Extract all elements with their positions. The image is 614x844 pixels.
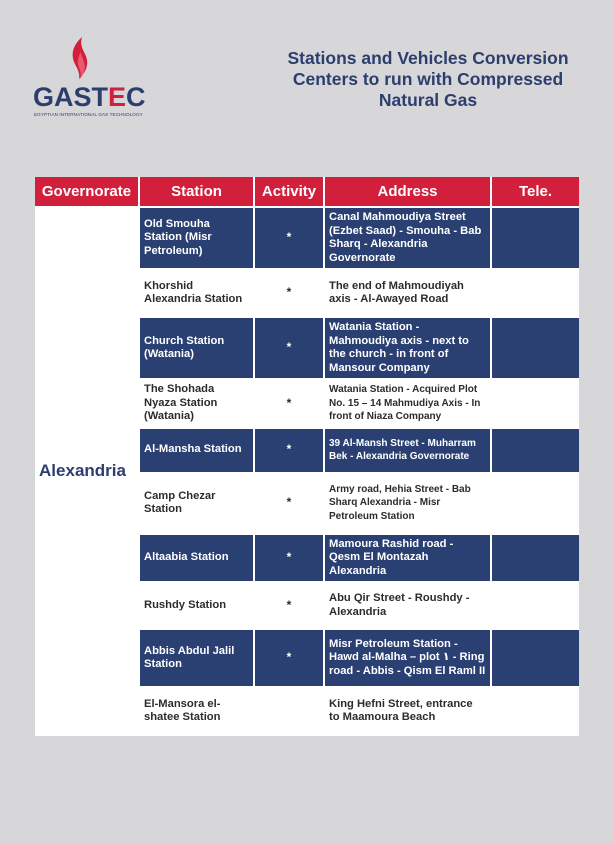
page-title: Stations and Vehicles Conversion Centers to run with Compressed Natural Gas	[287, 48, 569, 110]
station-cell: Rushdy Station	[139, 582, 254, 629]
address-cell: Army road, Hehia Street - Bab Sharq Alexandria - Misr Petroleum Station	[324, 473, 491, 534]
activity-cell: *	[254, 428, 324, 473]
tele-cell	[491, 428, 579, 473]
stations-table	[35, 177, 579, 736]
address-cell: 39 Al-Mansh Street - Muharram Bek - Alexandria Governorate	[324, 428, 491, 473]
address-cell: The end of Mahmoudiyah axis - Al-Awayed Road	[324, 269, 491, 317]
address-cell: King Hefni Street, entrance to Maamoura Beach	[324, 687, 491, 735]
logo-wordmark: GASTEC	[33, 82, 146, 112]
tele-cell	[491, 534, 579, 583]
station-cell: Abbis Abdul Jalil Station	[139, 629, 254, 687]
logo-tagline: EGYPTIAN INTERNATIONAL GAS TECHNOLOGY	[34, 112, 143, 117]
address-cell: Mamoura Rashid road - Qesm El Montazah Alexandria	[324, 534, 491, 583]
tele-cell	[491, 629, 579, 687]
activity-cell: *	[254, 473, 324, 534]
stations-table-container	[35, 177, 579, 736]
address-cell: Abu Qir Street - Roushdy - Alexandria	[324, 582, 491, 629]
station-cell: The Shohada Nyaza Station (Watania)	[139, 379, 254, 428]
activity-cell: *	[254, 317, 324, 379]
table-header-row	[35, 177, 579, 207]
activity-cell: *	[254, 534, 324, 583]
address-cell: Watania Station - Acquired Plot No. 15 – 14 Mahmudiya Axis - In front of Niaza Company	[324, 379, 491, 428]
tele-cell	[491, 687, 579, 735]
tele-cell	[491, 269, 579, 317]
station-cell: El-Mansora el-shatee Station	[139, 687, 254, 735]
station-cell: Al-Mansha Station	[139, 428, 254, 473]
header-station: Station	[139, 177, 254, 207]
tele-cell	[491, 317, 579, 379]
activity-cell: *	[254, 269, 324, 317]
activity-cell: *	[254, 207, 324, 269]
header-governorate: Governorate	[35, 177, 139, 207]
header-activity: Activity	[254, 177, 324, 207]
station-cell: Khorshid Alexandria Station	[139, 269, 254, 317]
table-row	[35, 207, 579, 269]
flame-icon	[68, 36, 94, 80]
header-tele: Tele.	[491, 177, 579, 207]
station-cell: Altaabia Station	[139, 534, 254, 583]
address-cell: Canal Mahmoudiya Street (Ezbet Saad) - Smouha - Bab Sharq - Alexandria Governorate	[324, 207, 491, 269]
governorate-cell: Alexandria	[35, 207, 139, 735]
station-cell: Old Smouha Station (Misr Petroleum)	[139, 207, 254, 269]
header-address: Address	[324, 177, 491, 207]
station-cell: Camp Chezar Station	[139, 473, 254, 534]
activity-cell: *	[254, 379, 324, 428]
station-cell: Church Station (Watania)	[139, 317, 254, 379]
address-cell: Misr Petroleum Station - Hawd al-Malha – plot ١ - Ring road - Abbis - Qism El Raml II	[324, 629, 491, 687]
tele-cell	[491, 473, 579, 534]
address-cell: Watania Station - Mahmoudiya axis - next to the church - in front of Mansour Company	[324, 317, 491, 379]
activity-cell	[254, 687, 324, 735]
activity-cell: *	[254, 582, 324, 629]
tele-cell	[491, 207, 579, 269]
tele-cell	[491, 379, 579, 428]
tele-cell	[491, 582, 579, 629]
gastec-logo	[30, 36, 146, 120]
activity-cell: *	[254, 629, 324, 687]
